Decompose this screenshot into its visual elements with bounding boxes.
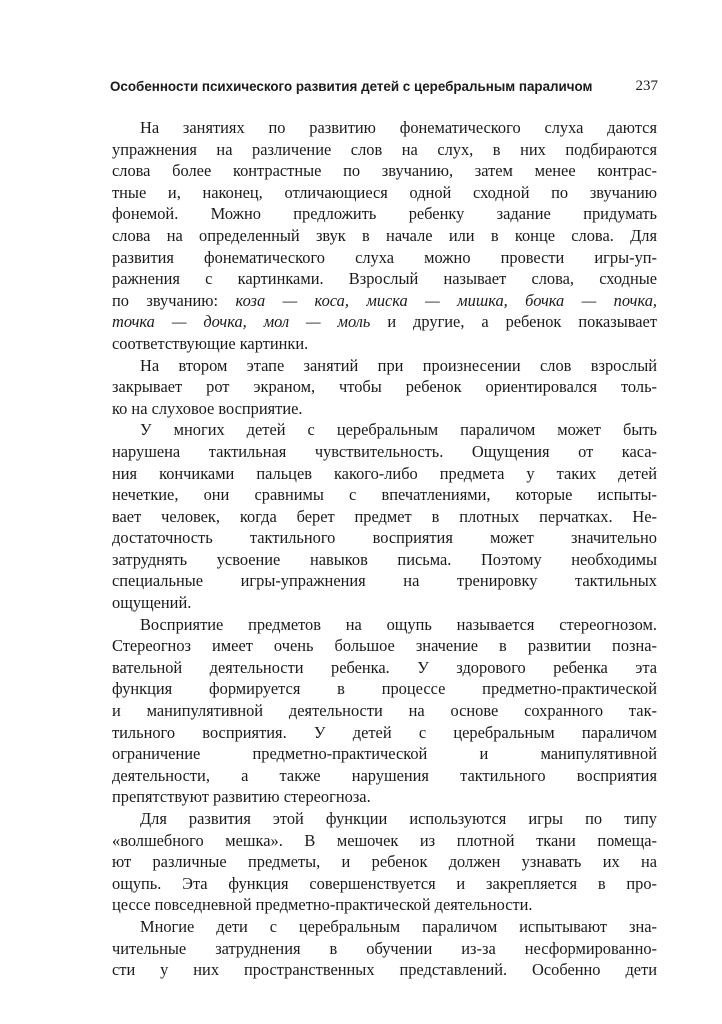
text-run: ограничение предметно-практической и манипулятивной bbox=[112, 744, 657, 764]
text-run: и другие, а ребенок показывает bbox=[370, 312, 657, 332]
text-line bbox=[112, 592, 657, 614]
text-line bbox=[112, 722, 657, 744]
text-line bbox=[112, 894, 657, 916]
text-line bbox=[112, 527, 657, 549]
text-run: вательной деятельности ребенка. У здорового ребенка эта bbox=[112, 657, 657, 677]
text-line bbox=[112, 182, 657, 204]
text-line bbox=[112, 808, 657, 830]
text-line bbox=[112, 376, 657, 398]
text-run: ния кончиками пальцев какого-либо предмета у таких детей bbox=[112, 463, 657, 483]
text-run: ют различные предметы, и ребенок должен узнавать их на bbox=[112, 852, 657, 872]
text-line bbox=[112, 506, 657, 528]
text-run: нечеткие, они сравнимы с впечатлениями, которые испыты- bbox=[112, 485, 657, 505]
text-run: тные и, наконец, отличающиеся одной сходной по звучанию bbox=[112, 182, 657, 202]
text-run: «волшебного мешка». В мешочек из плотной ткани помеща- bbox=[112, 830, 657, 850]
running-head bbox=[110, 79, 658, 99]
text-run: фонемой. Можно предложить ребенку задание придумать bbox=[112, 204, 657, 224]
text-run: слова на определенный звук в начале или в конце слова. Для bbox=[112, 225, 657, 245]
text-run: соответствующие картинки. bbox=[112, 333, 309, 353]
text-run: затруднять усвоение навыков письма. Поэтому необходимы bbox=[112, 549, 657, 569]
text-line bbox=[112, 484, 657, 506]
text-run: и манипулятивной деятельности на основе сохранного так- bbox=[112, 701, 657, 721]
text-run: нарушена тактильная чувствительность. Ощущения от каса- bbox=[112, 441, 657, 461]
text-run: Многие дети с церебральным параличом испытывают зна- bbox=[140, 916, 657, 936]
text-line bbox=[112, 139, 657, 161]
text-line bbox=[112, 873, 657, 895]
text-run: сти у них пространственных представлений. Особенно дети bbox=[112, 960, 657, 980]
text-run: Для развития этой функции используются игры по типу bbox=[140, 809, 657, 828]
text-run: препятствуют развитию стереогноза. bbox=[112, 787, 371, 807]
text-line bbox=[112, 830, 657, 852]
text-line bbox=[112, 614, 657, 636]
text-line bbox=[112, 311, 657, 333]
text-line bbox=[112, 160, 657, 182]
running-title: Особенности психического развития детей с церебральным параличом bbox=[110, 79, 593, 94]
text-line bbox=[112, 225, 657, 247]
text-line bbox=[112, 959, 657, 981]
text-run: Стереогноз имеет очень большое значение в развитии позна- bbox=[112, 636, 657, 656]
text-run: чительные затруднения в обучении из-за несформированно- bbox=[112, 938, 657, 958]
text-line bbox=[112, 743, 657, 765]
text-run: тильного восприятия. У детей с церебральным параличом bbox=[112, 722, 657, 742]
text-run: упражнения на различение слов на слух, в них подбираются bbox=[112, 139, 657, 159]
text-line bbox=[112, 290, 657, 312]
text-run: У многих детей с церебральным параличом может быть bbox=[140, 420, 657, 440]
text-run: На втором этапе занятий при произнесении слов взрослый bbox=[140, 355, 657, 375]
text-line bbox=[112, 463, 657, 485]
text-run: деятельности, а также нарушения тактильного восприятия bbox=[112, 765, 657, 785]
text-run: достаточность тактильного восприятия может значительно bbox=[112, 528, 657, 548]
text-run: слова более контрастные по звучанию, затем менее контрас- bbox=[112, 161, 657, 181]
text-line bbox=[112, 268, 657, 290]
text-line bbox=[112, 635, 657, 657]
italic-run: точка — дочка, мол — моль bbox=[112, 312, 371, 332]
text-line bbox=[112, 355, 657, 377]
text-run: закрывает рот экраном, чтобы ребенок ориентировался толь- bbox=[112, 377, 657, 397]
body-text bbox=[112, 117, 657, 981]
text-line bbox=[112, 247, 657, 269]
text-line bbox=[112, 657, 657, 679]
text-run: На занятиях по развитию фонематического слуха даются bbox=[140, 118, 657, 137]
text-line bbox=[112, 117, 657, 139]
text-line bbox=[112, 203, 657, 225]
page-number: 237 bbox=[635, 78, 658, 94]
text-run: по звучанию: bbox=[112, 290, 236, 310]
text-line bbox=[112, 419, 657, 441]
text-line bbox=[112, 938, 657, 960]
text-line bbox=[112, 700, 657, 722]
text-line bbox=[112, 678, 657, 700]
text-run: ражнения с картинками. Взрослый называет слова, сходные bbox=[112, 269, 657, 289]
text-line bbox=[112, 398, 657, 420]
text-run: ко на слуховое восприятие. bbox=[112, 398, 303, 418]
text-run: функция формируется в процессе предметно-практической bbox=[112, 679, 657, 699]
text-line bbox=[112, 570, 657, 592]
text-run: специальные игры-упражнения на тренировку тактильных bbox=[112, 571, 657, 591]
text-line bbox=[112, 549, 657, 571]
text-run: ощупь. Эта функция совершенствуется и закрепляется в про- bbox=[112, 873, 657, 893]
italic-run: коза — коса, миска — мишка, бочка — почка, bbox=[235, 290, 657, 310]
text-run: вает человек, когда берет предмет в плотных перчатках. Не- bbox=[112, 506, 657, 526]
text-line bbox=[112, 441, 657, 463]
text-run: Восприятие предметов на ощупь называется стереогнозом. bbox=[140, 614, 657, 634]
text-run: ощущений. bbox=[112, 593, 192, 613]
text-line bbox=[112, 333, 657, 355]
text-line bbox=[112, 786, 657, 808]
text-line bbox=[112, 916, 657, 938]
text-run: цессе повседневной предметно-практической деятельности. bbox=[112, 895, 533, 915]
text-line bbox=[112, 851, 657, 873]
text-run: развития фонематического слуха можно провести игры-уп- bbox=[112, 247, 657, 267]
text-line bbox=[112, 765, 657, 787]
